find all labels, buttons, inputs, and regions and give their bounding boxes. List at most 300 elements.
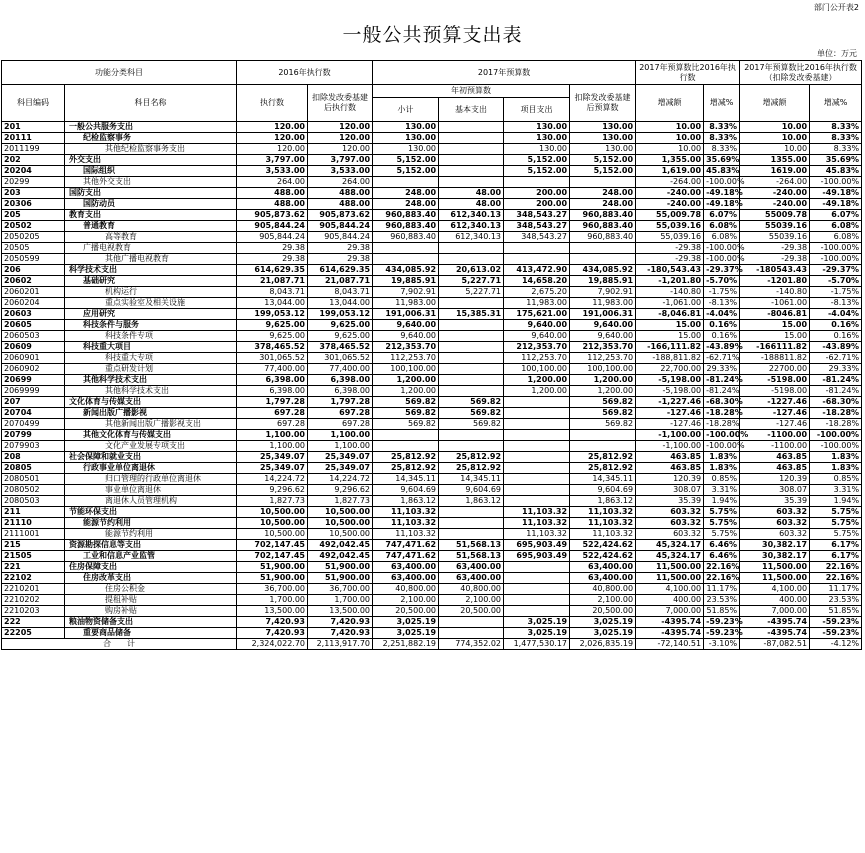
cell-inc-pct: -100.00% (704, 441, 740, 452)
cell-basic: 612,340.13 (439, 232, 504, 243)
cell-exec-net: 120.00 (308, 144, 373, 155)
cell-subtotal: 1,200.00 (373, 375, 439, 386)
cell-exec-net: 9,625.00 (308, 320, 373, 331)
header-inc-pct: 增减% (704, 85, 740, 122)
cell-budget-net: 2,100.00 (570, 595, 636, 606)
row-name: 科技条件与服务 (65, 320, 237, 331)
cell-inc-amt-net: -1227.46 (740, 397, 810, 408)
cell-inc-pct: -18.28% (704, 419, 740, 430)
cell-subtotal: 5,152.00 (373, 166, 439, 177)
cell-project (504, 452, 570, 463)
cell-basic: 25,812.92 (439, 452, 504, 463)
cell-subtotal: 3,025.19 (373, 617, 439, 628)
cell-budget-net: 25,812.92 (570, 463, 636, 474)
cell-inc-pct-net: 51.85% (810, 606, 862, 617)
cell-inc-amt: 11,500.00 (636, 573, 704, 584)
header-inc-amt-net: 增减额 (740, 85, 810, 122)
cell-inc-amt-net: 55039.16 (740, 221, 810, 232)
cell-inc-pct: 11.17% (704, 584, 740, 595)
row-name: 其他科学技术支出 (65, 375, 237, 386)
cell-inc-pct: 22.16% (704, 573, 740, 584)
cell-basic (439, 342, 504, 353)
row-name: 节能环保支出 (65, 507, 237, 518)
cell-inc-pct-net: -59.23% (810, 628, 862, 639)
cell-inc-amt: -188,811.82 (636, 353, 704, 364)
cell-inc-pct: 6.08% (704, 221, 740, 232)
table-row (2, 408, 862, 419)
cell-subtotal: 11,103.32 (373, 507, 439, 518)
cell-subtotal: 960,883.40 (373, 232, 439, 243)
row-code: 20502 (2, 221, 65, 232)
row-code: 2079903 (2, 441, 65, 452)
cell-project (504, 573, 570, 584)
cell-inc-amt-net: 22700.00 (740, 364, 810, 375)
cell-basic: 2,100.00 (439, 595, 504, 606)
table-body (2, 122, 862, 650)
cell-inc-amt-net: -29.38 (740, 243, 810, 254)
cell-inc-pct: 22.16% (704, 562, 740, 573)
cell-inc-amt-net: 11,500.00 (740, 562, 810, 573)
table-row (2, 298, 862, 309)
cell-inc-pct: -1.75% (704, 287, 740, 298)
cell-basic (439, 430, 504, 441)
cell-inc-pct-net: -43.89% (810, 342, 862, 353)
cell-project: 11,103.32 (504, 529, 570, 540)
cell-project (504, 606, 570, 617)
row-name: 教育支出 (65, 210, 237, 221)
cell-subtotal: 20,500.00 (373, 606, 439, 617)
cell-basic: 48.00 (439, 199, 504, 210)
cell-basic: 612,340.13 (439, 221, 504, 232)
cell-inc-pct: -100.00% (704, 430, 740, 441)
row-code: 2080501 (2, 474, 65, 485)
cell-budget-net: 569.82 (570, 408, 636, 419)
cell-project: 11,983.00 (504, 298, 570, 309)
header-name: 科目名称 (65, 85, 237, 122)
cell-budget-net: 63,400.00 (570, 562, 636, 573)
table-row (2, 199, 862, 210)
cell-inc-pct-net: 35.69% (810, 155, 862, 166)
cell-project (504, 254, 570, 265)
cell-exec-net: 51,900.00 (308, 573, 373, 584)
cell-basic (439, 331, 504, 342)
row-name: 提租补贴 (65, 595, 237, 606)
cell-budget-net: 522,424.62 (570, 540, 636, 551)
cell-budget-net: 569.82 (570, 419, 636, 430)
row-code: 2060902 (2, 364, 65, 375)
table-row (2, 595, 862, 606)
row-name: 重要商品储备 (65, 628, 237, 639)
row-code: 21505 (2, 551, 65, 562)
cell-inc-pct-net: 6.08% (810, 221, 862, 232)
cell-exec-net: 10,500.00 (308, 529, 373, 540)
cell-inc-pct: 1.94% (704, 496, 740, 507)
cell-basic: 48.00 (439, 188, 504, 199)
cell-inc-amt-net: 463.85 (740, 452, 810, 463)
cell-inc-pct-net: 6.07% (810, 210, 862, 221)
row-name: 行政事业单位离退休 (65, 463, 237, 474)
cell-subtotal: 191,006.31 (373, 309, 439, 320)
cell-inc-pct: 5.75% (704, 529, 740, 540)
row-name: 社会保障和就业支出 (65, 452, 237, 463)
cell-inc-pct-net: 1.83% (810, 463, 862, 474)
cell-budget-net: 9,640.00 (570, 331, 636, 342)
cell-exec: 199,053.12 (237, 309, 308, 320)
cell-inc-amt: -140.80 (636, 287, 704, 298)
cell-inc-pct: -81.24% (704, 375, 740, 386)
total-exec: 2,324,022.70 (237, 639, 308, 650)
cell-inc-pct: -59.23% (704, 617, 740, 628)
table-row (2, 474, 862, 485)
cell-inc-amt-net: 55039.16 (740, 232, 810, 243)
cell-inc-pct-net: 5.75% (810, 529, 862, 540)
cell-basic: 20,500.00 (439, 606, 504, 617)
cell-project: 695,903.49 (504, 551, 570, 562)
cell-inc-pct-net: -49.18% (810, 188, 862, 199)
table-row (2, 375, 862, 386)
table-row (2, 419, 862, 430)
cell-inc-amt-net: 463.85 (740, 463, 810, 474)
header-compare: 2017年预算数比2016年执行数 (636, 61, 740, 85)
cell-budget-net: 11,103.32 (570, 518, 636, 529)
cell-inc-pct-net: -100.00% (810, 177, 862, 188)
cell-exec-net: 29.38 (308, 243, 373, 254)
cell-inc-amt: -5,198.00 (636, 386, 704, 397)
cell-budget-net: 569.82 (570, 397, 636, 408)
cell-exec: 8,043.71 (237, 287, 308, 298)
table-row (2, 309, 862, 320)
table-row (2, 166, 862, 177)
cell-basic: 1,863.12 (439, 496, 504, 507)
cell-subtotal: 112,253.70 (373, 353, 439, 364)
cell-basic: 51,568.13 (439, 540, 504, 551)
cell-basic: 25,812.92 (439, 463, 504, 474)
cell-basic (439, 243, 504, 254)
cell-project (504, 408, 570, 419)
table-row (2, 518, 862, 529)
cell-inc-pct-net: 45.83% (810, 166, 862, 177)
cell-exec: 14,224.72 (237, 474, 308, 485)
total-subtotal: 2,251,882.19 (373, 639, 439, 650)
cell-exec-net: 264.00 (308, 177, 373, 188)
cell-budget-net (570, 441, 636, 452)
cell-inc-pct-net: -81.24% (810, 375, 862, 386)
table-row (2, 342, 862, 353)
row-name: 能源节约利用 (65, 529, 237, 540)
cell-exec: 905,873.62 (237, 210, 308, 221)
cell-budget-net: 960,883.40 (570, 232, 636, 243)
cell-inc-pct: 5.75% (704, 507, 740, 518)
cell-budget-net: 130.00 (570, 133, 636, 144)
cell-inc-amt-net: -1201.80 (740, 276, 810, 287)
cell-inc-amt-net: 30,382.17 (740, 551, 810, 562)
cell-basic (439, 144, 504, 155)
cell-exec: 9,625.00 (237, 331, 308, 342)
row-code: 2210202 (2, 595, 65, 606)
cell-inc-pct-net: -49.18% (810, 199, 862, 210)
cell-subtotal: 63,400.00 (373, 562, 439, 573)
cell-budget-net (570, 430, 636, 441)
row-code: 20505 (2, 243, 65, 254)
cell-exec-net: 492,042.45 (308, 540, 373, 551)
cell-inc-amt: -166,111.82 (636, 342, 704, 353)
table-row (2, 562, 862, 573)
cell-basic (439, 628, 504, 639)
cell-inc-pct: 8.33% (704, 133, 740, 144)
table-row (2, 287, 862, 298)
cell-project (504, 584, 570, 595)
cell-inc-amt-net: 308.07 (740, 485, 810, 496)
cell-inc-pct: 6.46% (704, 540, 740, 551)
table-row (2, 188, 862, 199)
cell-subtotal (373, 441, 439, 452)
header-exec-2016: 2016年执行数 (237, 61, 373, 85)
cell-basic: 40,800.00 (439, 584, 504, 595)
cell-inc-amt: -1,100.00 (636, 430, 704, 441)
cell-exec: 10,500.00 (237, 518, 308, 529)
cell-inc-amt: 45,324.17 (636, 551, 704, 562)
cell-exec-net: 9,296.62 (308, 485, 373, 496)
cell-subtotal (373, 254, 439, 265)
header-func-class: 功能分类科目 (2, 61, 237, 85)
cell-exec-net: 614,629.35 (308, 265, 373, 276)
row-code: 2080503 (2, 496, 65, 507)
cell-inc-amt: -29.38 (636, 254, 704, 265)
cell-inc-pct: -8.13% (704, 298, 740, 309)
cell-budget-net: 112,253.70 (570, 353, 636, 364)
row-code: 2111001 (2, 529, 65, 540)
cell-inc-amt-net: -5198.00 (740, 386, 810, 397)
table-row (2, 529, 862, 540)
cell-inc-pct: 1.83% (704, 463, 740, 474)
cell-subtotal: 25,812.92 (373, 463, 439, 474)
cell-exec: 29.38 (237, 243, 308, 254)
cell-subtotal: 3,025.19 (373, 628, 439, 639)
cell-inc-pct: -68.30% (704, 397, 740, 408)
table-row (2, 463, 862, 474)
cell-budget-net: 248.00 (570, 199, 636, 210)
header-subtotal: 小计 (373, 98, 439, 122)
cell-exec-net: 3,533.00 (308, 166, 373, 177)
unit-label: 单位：万元 (817, 49, 857, 58)
cell-basic (439, 386, 504, 397)
cell-subtotal (373, 177, 439, 188)
header-code: 科目编码 (2, 85, 65, 122)
row-code: 205 (2, 210, 65, 221)
cell-inc-amt: 308.07 (636, 485, 704, 496)
cell-inc-amt: -4395.74 (636, 628, 704, 639)
row-code: 2080502 (2, 485, 65, 496)
cell-exec-net: 301,065.52 (308, 353, 373, 364)
cell-exec: 9,296.62 (237, 485, 308, 496)
header-inc-amt: 增减额 (636, 85, 704, 122)
cell-inc-amt-net: 15.00 (740, 320, 810, 331)
table-row (2, 540, 862, 551)
cell-basic (439, 298, 504, 309)
cell-inc-amt-net: 120.39 (740, 474, 810, 485)
cell-inc-amt-net: 603.32 (740, 529, 810, 540)
cell-inc-amt: -5,198.00 (636, 375, 704, 386)
row-name: 机构运行 (65, 287, 237, 298)
row-name: 科技重大项目 (65, 342, 237, 353)
cell-exec-net: 8,043.71 (308, 287, 373, 298)
cell-budget-net: 11,103.32 (570, 529, 636, 540)
cell-basic (439, 353, 504, 364)
cell-inc-pct: -100.00% (704, 254, 740, 265)
table-row (2, 320, 862, 331)
cell-inc-pct: 8.33% (704, 144, 740, 155)
cell-budget-net: 63,400.00 (570, 573, 636, 584)
cell-exec: 10,500.00 (237, 507, 308, 518)
cell-inc-amt-net: -4395.74 (740, 617, 810, 628)
cell-subtotal: 19,885.91 (373, 276, 439, 287)
cell-exec-net: 492,042.45 (308, 551, 373, 562)
cell-basic (439, 320, 504, 331)
cell-inc-amt-net: 30,382.17 (740, 540, 810, 551)
cell-exec-net: 120.00 (308, 133, 373, 144)
cell-project: 14,658.20 (504, 276, 570, 287)
row-code: 202 (2, 155, 65, 166)
cell-inc-amt: -127.46 (636, 419, 704, 430)
table-row (2, 243, 862, 254)
cell-inc-amt: 55,039.16 (636, 232, 704, 243)
cell-inc-pct-net: 5.75% (810, 507, 862, 518)
cell-exec-net: 10,500.00 (308, 507, 373, 518)
cell-exec-net: 3,797.00 (308, 155, 373, 166)
cell-inc-pct-net: 8.33% (810, 144, 862, 155)
cell-inc-pct: -43.89% (704, 342, 740, 353)
table-row (2, 628, 862, 639)
cell-basic: 569.82 (439, 408, 504, 419)
cell-inc-amt: 10.00 (636, 144, 704, 155)
cell-inc-amt-net: -240.00 (740, 199, 810, 210)
cell-inc-amt-net: -127.46 (740, 408, 810, 419)
cell-project: 130.00 (504, 133, 570, 144)
cell-exec: 1,700.00 (237, 595, 308, 606)
cell-inc-amt-net: -264.00 (740, 177, 810, 188)
cell-project: 112,253.70 (504, 353, 570, 364)
cell-inc-amt-net: 11,500.00 (740, 573, 810, 584)
cell-exec-net: 13,044.00 (308, 298, 373, 309)
total-project: 1,477,530.17 (504, 639, 570, 650)
cell-inc-pct: -29.37% (704, 265, 740, 276)
cell-inc-amt-net: -127.46 (740, 419, 810, 430)
cell-budget-net (570, 254, 636, 265)
cell-inc-amt-net: -140.80 (740, 287, 810, 298)
table-row (2, 430, 862, 441)
row-code: 22102 (2, 573, 65, 584)
cell-exec-net: 1,100.00 (308, 441, 373, 452)
cell-project: 348,543.27 (504, 232, 570, 243)
table-row (2, 606, 862, 617)
cell-project: 130.00 (504, 122, 570, 133)
cell-subtotal: 63,400.00 (373, 573, 439, 584)
cell-budget-net: 960,883.40 (570, 221, 636, 232)
cell-exec-net: 905,844.24 (308, 232, 373, 243)
cell-exec: 13,500.00 (237, 606, 308, 617)
cell-inc-pct: -49.18% (704, 188, 740, 199)
cell-inc-pct: -81.24% (704, 386, 740, 397)
cell-subtotal: 130.00 (373, 133, 439, 144)
cell-exec-net: 21,087.71 (308, 276, 373, 287)
table-row (2, 364, 862, 375)
table-row (2, 617, 862, 628)
row-code: 20699 (2, 375, 65, 386)
row-name: 其他文化体育与传媒支出 (65, 430, 237, 441)
row-name: 一般公共服务支出 (65, 122, 237, 133)
cell-inc-amt-net: -1061.00 (740, 298, 810, 309)
cell-exec: 301,065.52 (237, 353, 308, 364)
row-code: 20299 (2, 177, 65, 188)
cell-subtotal: 1,200.00 (373, 386, 439, 397)
cell-inc-pct-net: 8.33% (810, 122, 862, 133)
cell-exec-net: 29.38 (308, 254, 373, 265)
cell-exec-net: 6,398.00 (308, 386, 373, 397)
table-row (2, 276, 862, 287)
cell-exec-net: 1,100.00 (308, 430, 373, 441)
cell-subtotal: 5,152.00 (373, 155, 439, 166)
cell-inc-pct: 6.08% (704, 232, 740, 243)
cell-project: 5,152.00 (504, 166, 570, 177)
cell-project: 130.00 (504, 144, 570, 155)
cell-inc-pct-net: 5.75% (810, 518, 862, 529)
cell-exec: 702,147.45 (237, 551, 308, 562)
cell-project: 175,621.00 (504, 309, 570, 320)
cell-exec: 29.38 (237, 254, 308, 265)
cell-project: 11,103.32 (504, 507, 570, 518)
header-inc-pct-net: 增减% (810, 85, 862, 122)
cell-exec-net: 199,053.12 (308, 309, 373, 320)
cell-exec: 36,700.00 (237, 584, 308, 595)
cell-inc-amt-net: -166111.82 (740, 342, 810, 353)
row-name: 离退休人员管理机构 (65, 496, 237, 507)
cell-budget-net: 20,500.00 (570, 606, 636, 617)
cell-subtotal: 1,863.12 (373, 496, 439, 507)
cell-exec: 6,398.00 (237, 386, 308, 397)
cell-inc-amt-net: -8046.81 (740, 309, 810, 320)
cell-subtotal: 248.00 (373, 188, 439, 199)
cell-inc-amt-net: 10.00 (740, 133, 810, 144)
table-row (2, 210, 862, 221)
row-name: 高等教育 (65, 232, 237, 243)
cell-exec-net: 36,700.00 (308, 584, 373, 595)
row-code: 211 (2, 507, 65, 518)
cell-basic (439, 375, 504, 386)
cell-budget-net: 14,345.11 (570, 474, 636, 485)
cell-exec: 51,900.00 (237, 573, 308, 584)
cell-subtotal: 248.00 (373, 199, 439, 210)
cell-inc-pct: 23.53% (704, 595, 740, 606)
cell-exec-net: 1,700.00 (308, 595, 373, 606)
cell-inc-pct-net: -59.23% (810, 617, 862, 628)
cell-inc-pct: -59.23% (704, 628, 740, 639)
row-code: 203 (2, 188, 65, 199)
cell-basic (439, 122, 504, 133)
cell-basic (439, 529, 504, 540)
cell-inc-amt: 15.00 (636, 320, 704, 331)
row-name: 文化产业发展专项支出 (65, 441, 237, 452)
cell-inc-amt: 15.00 (636, 331, 704, 342)
cell-subtotal: 434,085.92 (373, 265, 439, 276)
cell-budget-net: 7,902.91 (570, 287, 636, 298)
cell-project (504, 485, 570, 496)
cell-project (504, 397, 570, 408)
cell-inc-amt: -180,543.43 (636, 265, 704, 276)
cell-exec-net: 378,465.52 (308, 342, 373, 353)
cell-basic: 14,345.11 (439, 474, 504, 485)
cell-project (504, 177, 570, 188)
cell-budget-net: 1,200.00 (570, 386, 636, 397)
